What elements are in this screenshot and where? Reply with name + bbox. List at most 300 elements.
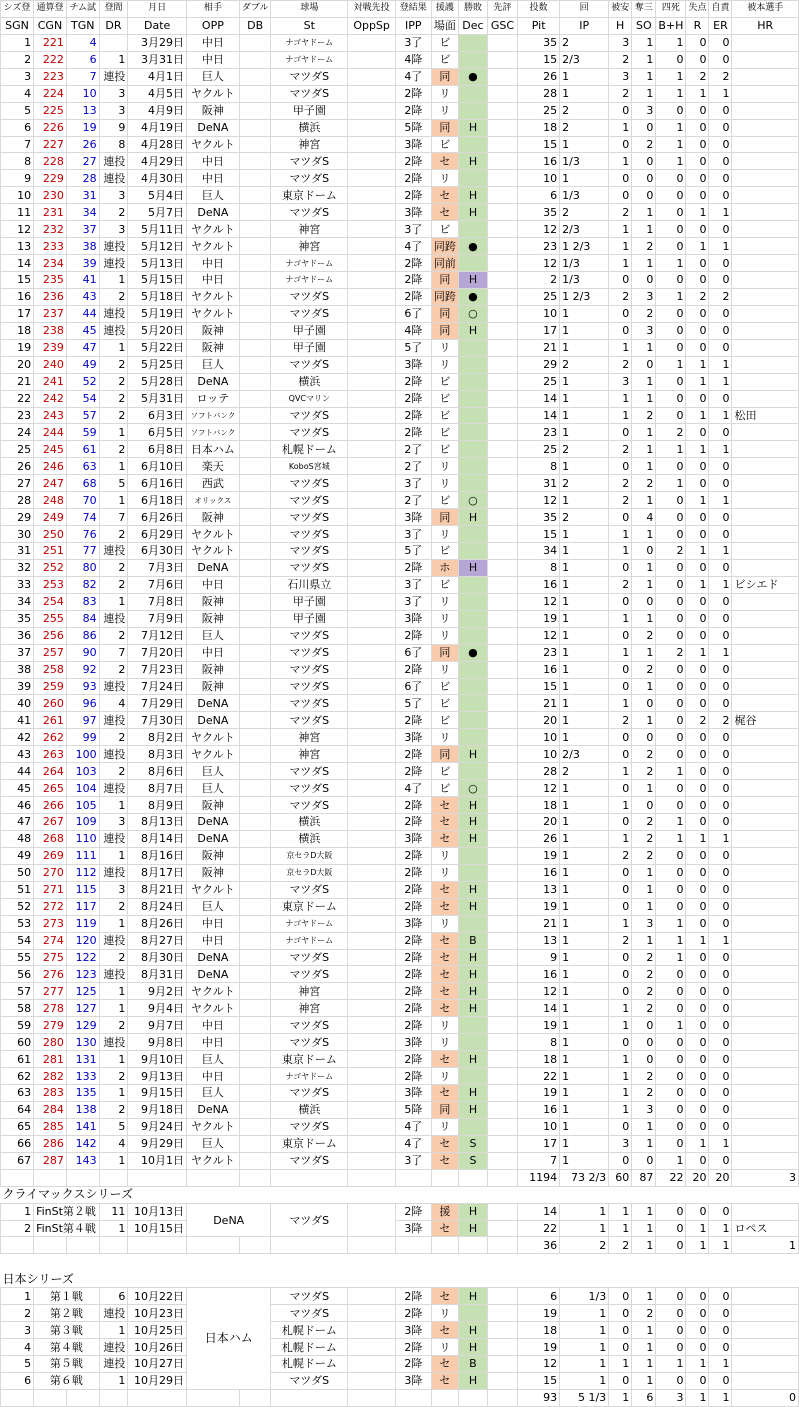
innings-cell: 1 [560, 830, 609, 847]
date-cell: 8月24日 [128, 898, 187, 915]
stadium-cell: マツダS [271, 407, 348, 424]
scene-cell: リ [431, 356, 459, 373]
opp-cell: ヤクルト [186, 1000, 239, 1017]
stadium-cell: 神宮 [271, 1000, 348, 1017]
runs-cell: 0 [686, 272, 709, 289]
scene-cell: 同 [431, 644, 459, 661]
pitches-cell: 21 [518, 695, 560, 712]
ipp-cell: 4了 [396, 238, 432, 255]
runs-cell: 0 [686, 305, 709, 322]
earned-runs-cell: 0 [709, 746, 732, 763]
season-cell: 67 [1, 1152, 34, 1169]
tgn-cell: 82 [66, 576, 99, 593]
stadium-cell: ナゴヤドーム [271, 272, 348, 289]
ipp-cell: 2了 [396, 492, 432, 509]
strikeouts-cell: 0 [632, 187, 656, 204]
cs-row [1, 1220, 799, 1237]
db-cell [239, 898, 271, 915]
walks-cell: 0 [656, 593, 686, 610]
strikeouts-cell: 2 [632, 763, 656, 780]
strikeouts-cell: 2 [632, 847, 656, 864]
js-pitches: 18 [518, 1322, 560, 1339]
walks-cell: 1 [656, 441, 686, 458]
table-row [1, 814, 799, 831]
decision-cell: ● [459, 68, 488, 85]
runs-cell: 0 [686, 746, 709, 763]
cgn-cell: 240 [34, 356, 67, 373]
hits-cell: 2 [609, 932, 632, 949]
hits-cell: 1 [609, 695, 632, 712]
walks-cell: 0 [656, 407, 686, 424]
db-cell [239, 322, 271, 339]
dr-cell: 2 [99, 729, 128, 746]
cell [348, 1356, 396, 1373]
walks-cell: 0 [656, 881, 686, 898]
cell [487, 1356, 517, 1373]
walks-cell: 1 [656, 830, 686, 847]
js-earned-runs: 0 [709, 1305, 732, 1322]
walks-cell: 0 [656, 1135, 686, 1152]
header-en-8: OppSp [348, 17, 396, 34]
stadium-cell: マツダS [271, 797, 348, 814]
cell [431, 1169, 459, 1186]
dr-cell: 連投 [99, 610, 128, 627]
cgn-cell: 260 [34, 695, 67, 712]
js-innings: 1 [560, 1356, 609, 1373]
cs-total-row [1, 1237, 799, 1254]
cgn-cell: 227 [34, 136, 67, 153]
cell [99, 1237, 128, 1254]
ipp-cell: 4了 [396, 780, 432, 797]
innings-cell: 2 [560, 356, 609, 373]
walks-cell: 0 [656, 170, 686, 187]
table-row [1, 898, 799, 915]
decision-cell [459, 407, 488, 424]
season-cell: 9 [1, 170, 34, 187]
js-innings: 1 [560, 1322, 609, 1339]
decision-cell: H [459, 204, 488, 221]
header-en-12: GSC [487, 17, 517, 34]
table-row [1, 1085, 799, 1102]
runs-cell: 0 [686, 475, 709, 492]
hr-batter-cell [732, 68, 799, 85]
innings-cell: 1/3 [560, 272, 609, 289]
oppsp-cell [348, 441, 396, 458]
ipp-cell: 3了 [396, 1152, 432, 1169]
hr-batter-cell [732, 204, 799, 221]
pitches-cell: 16 [518, 576, 560, 593]
header-jp-0: シズ登 [1, 1, 34, 18]
header-en-14: IP [560, 17, 609, 34]
db-cell [239, 238, 271, 255]
cs-ipp: 3降 [396, 1220, 432, 1237]
date-cell: 8月26日 [128, 915, 187, 932]
opp-cell: 阪神 [186, 322, 239, 339]
cell [128, 1237, 187, 1254]
scene-cell: セ [431, 1135, 459, 1152]
hits-cell: 2 [609, 576, 632, 593]
ipp-cell: 2了 [396, 441, 432, 458]
date-cell: 5月19日 [128, 305, 187, 322]
scene-cell: セ [431, 949, 459, 966]
scene-cell: ホ [431, 559, 459, 576]
opp-cell: 阪神 [186, 102, 239, 119]
walks-cell: 1 [656, 1017, 686, 1034]
stadium-cell: KoboS宮城 [271, 458, 348, 475]
tgn-cell: 138 [66, 1101, 99, 1118]
season-cell: 32 [1, 559, 34, 576]
dr-cell: 連投 [99, 1034, 128, 1051]
tgn-cell: 70 [66, 492, 99, 509]
walks-cell: 0 [656, 1101, 686, 1118]
js-scene: セ [431, 1356, 459, 1373]
opp-cell: 阪神 [186, 339, 239, 356]
pitches-cell: 15 [518, 51, 560, 68]
gsc-cell [487, 1017, 517, 1034]
opp-cell: ヤクルト [186, 238, 239, 255]
innings-cell: 1 [560, 932, 609, 949]
cs-total-1: 2 [560, 1237, 609, 1254]
cgn-cell: 282 [34, 1068, 67, 1085]
decision-cell [459, 458, 488, 475]
ipp-cell: 3了 [396, 576, 432, 593]
stadium-cell: マツダS [271, 356, 348, 373]
innings-cell: 1 2/3 [560, 288, 609, 305]
season-cell: 17 [1, 305, 34, 322]
table-row [1, 932, 799, 949]
hits-cell: 2 [609, 85, 632, 102]
stadium-cell: ナゴヤドーム [271, 915, 348, 932]
scene-cell: セ [431, 1085, 459, 1102]
table-row [1, 678, 799, 695]
season-cell: 48 [1, 830, 34, 847]
hr-batter-cell [732, 255, 799, 272]
js-game-num: 5 [1, 1356, 34, 1373]
table-row [1, 390, 799, 407]
opp-cell: DeNA [186, 119, 239, 136]
innings-cell: 1 [560, 1017, 609, 1034]
table-row [1, 881, 799, 898]
opp-cell: ヤクルト [186, 1118, 239, 1135]
ipp-cell: 2降 [396, 983, 432, 1000]
innings-cell: 2/3 [560, 746, 609, 763]
cgn-cell: 276 [34, 966, 67, 983]
hits-cell: 1 [609, 1017, 632, 1034]
table-row [1, 322, 799, 339]
cs-innings: 1 [560, 1220, 609, 1237]
hits-cell: 0 [609, 881, 632, 898]
cs-section-title [1, 1186, 799, 1203]
db-cell [239, 966, 271, 983]
earned-runs-cell: 0 [709, 1085, 732, 1102]
pitches-cell: 35 [518, 204, 560, 221]
dr-cell: 3 [99, 102, 128, 119]
oppsp-cell [348, 983, 396, 1000]
decision-cell [459, 339, 488, 356]
db-cell [239, 1000, 271, 1017]
season-cell: 39 [1, 678, 34, 695]
pitches-cell: 19 [518, 898, 560, 915]
header-en-13: Pit [518, 17, 560, 34]
db-cell [239, 441, 271, 458]
hits-cell: 0 [609, 1034, 632, 1051]
date-cell: 6月29日 [128, 526, 187, 543]
ipp-cell: 2降 [396, 288, 432, 305]
js-ipp: 2降 [396, 1305, 432, 1322]
innings-cell: 1 [560, 1101, 609, 1118]
opp-cell: ヤクルト [186, 305, 239, 322]
decision-cell [459, 847, 488, 864]
dr-cell: 2 [99, 390, 128, 407]
js-stadium: マツダS [271, 1288, 348, 1305]
scene-cell: セ [431, 898, 459, 915]
table-row [1, 746, 799, 763]
opp-cell: 楽天 [186, 458, 239, 475]
decision-cell [459, 695, 488, 712]
innings-cell: 1 [560, 1135, 609, 1152]
cell [348, 1305, 396, 1322]
tgn-cell: 34 [66, 204, 99, 221]
db-cell [239, 576, 271, 593]
tgn-cell: 77 [66, 543, 99, 560]
pitches-cell: 18 [518, 119, 560, 136]
innings-cell: 1 [560, 85, 609, 102]
date-cell: 6月30日 [128, 543, 187, 560]
db-cell [239, 85, 271, 102]
opp-cell: 巨人 [186, 898, 239, 915]
pitches-cell: 21 [518, 339, 560, 356]
table-row [1, 763, 799, 780]
tgn-cell: 111 [66, 847, 99, 864]
gsc-cell [487, 373, 517, 390]
hr-batter-cell [732, 102, 799, 119]
hits-cell: 2 [609, 288, 632, 305]
oppsp-cell [348, 288, 396, 305]
pitches-cell: 35 [518, 509, 560, 526]
season-cell: 4 [1, 85, 34, 102]
season-cell: 14 [1, 255, 34, 272]
season-cell: 40 [1, 695, 34, 712]
db-cell [239, 1034, 271, 1051]
header-en-10: 場面 [431, 17, 459, 34]
header-jp-9: 登結果 [396, 1, 432, 18]
earned-runs-cell: 0 [709, 627, 732, 644]
hits-cell: 1 [609, 407, 632, 424]
cell [396, 1237, 432, 1254]
cs-total-0: 36 [518, 1237, 560, 1254]
pitches-cell: 12 [518, 255, 560, 272]
season-cell: 43 [1, 746, 34, 763]
cgn-cell: 237 [34, 305, 67, 322]
cgn-cell: 254 [34, 593, 67, 610]
earned-runs-cell: 1 [709, 543, 732, 560]
db-cell [239, 780, 271, 797]
earned-runs-cell: 1 [709, 492, 732, 509]
hr-batter-cell: 梶谷 [732, 712, 799, 729]
cs-date: 10月15日 [128, 1220, 187, 1237]
walks-cell: 1 [656, 34, 686, 51]
earned-runs-cell: 0 [709, 272, 732, 289]
ipp-cell: 3降 [396, 729, 432, 746]
earned-runs-cell: 0 [709, 221, 732, 238]
cell [66, 1389, 99, 1406]
runs-cell: 0 [686, 1068, 709, 1085]
cell [186, 1389, 239, 1406]
runs-cell: 2 [686, 68, 709, 85]
pitches-cell: 17 [518, 322, 560, 339]
date-cell: 9月8日 [128, 1034, 187, 1051]
pitches-cell: 15 [518, 526, 560, 543]
gsc-cell [487, 1051, 517, 1068]
js-innings: 1 [560, 1305, 609, 1322]
cell [487, 1339, 517, 1356]
opp-cell: 巨人 [186, 627, 239, 644]
date-cell: 6月8日 [128, 441, 187, 458]
cs-ipp: 2降 [396, 1203, 432, 1220]
db-cell [239, 204, 271, 221]
table-row [1, 797, 799, 814]
season-cell: 25 [1, 441, 34, 458]
hits-cell: 0 [609, 864, 632, 881]
stadium-cell: 神宮 [271, 221, 348, 238]
cgn-cell: 245 [34, 441, 67, 458]
date-cell: 6月3日 [128, 407, 187, 424]
gsc-cell [487, 610, 517, 627]
strikeouts-cell: 2 [632, 830, 656, 847]
scene-cell: セ [431, 830, 459, 847]
season-cell: 15 [1, 272, 34, 289]
tgn-cell: 59 [66, 424, 99, 441]
date-cell: 9月7日 [128, 1017, 187, 1034]
pitches-cell: 14 [518, 407, 560, 424]
innings-cell: 1 [560, 864, 609, 881]
stadium-cell: 石川県立 [271, 576, 348, 593]
innings-cell: 1 [560, 1034, 609, 1051]
hits-cell: 0 [609, 627, 632, 644]
walks-cell: 1 [656, 932, 686, 949]
table-row [1, 119, 799, 136]
oppsp-cell [348, 255, 396, 272]
tgn-cell: 80 [66, 559, 99, 576]
cs-dr: 11 [99, 1203, 128, 1220]
cs-strikeouts: 1 [632, 1220, 656, 1237]
ipp-cell: 2降 [396, 1051, 432, 1068]
pitches-cell: 14 [518, 1000, 560, 1017]
ipp-cell: 2了 [396, 458, 432, 475]
walks-cell: 0 [656, 661, 686, 678]
db-cell [239, 34, 271, 51]
dr-cell: 1 [99, 1085, 128, 1102]
gsc-cell [487, 305, 517, 322]
strikeouts-cell: 1 [632, 424, 656, 441]
decision-cell: H [459, 322, 488, 339]
hr-batter-cell [732, 1017, 799, 1034]
oppsp-cell [348, 847, 396, 864]
opp-cell: 阪神 [186, 509, 239, 526]
runs-cell: 0 [686, 1085, 709, 1102]
dr-cell: 1 [99, 424, 128, 441]
cell [66, 1169, 99, 1186]
innings-cell: 1 [560, 68, 609, 85]
hr-batter-cell [732, 763, 799, 780]
cell [732, 1288, 799, 1305]
header-jp-1: 通算登 [34, 1, 67, 18]
scene-cell: リ [431, 729, 459, 746]
oppsp-cell [348, 34, 396, 51]
header-en-0: SGN [1, 17, 34, 34]
decision-cell [459, 593, 488, 610]
js-ipp: 2降 [396, 1356, 432, 1373]
hits-cell: 2 [609, 441, 632, 458]
oppsp-cell [348, 814, 396, 831]
date-cell: 8月17日 [128, 864, 187, 881]
cell [271, 1389, 348, 1406]
dr-cell: 3 [99, 814, 128, 831]
earned-runs-cell: 0 [709, 322, 732, 339]
tgn-cell: 61 [66, 441, 99, 458]
runs-cell: 0 [686, 610, 709, 627]
header-jp-15: 被安 [609, 1, 632, 18]
cgn-cell: 235 [34, 272, 67, 289]
js-strikeouts: 1 [632, 1372, 656, 1389]
header-jp-14: 回 [560, 1, 609, 18]
js-dr: 1 [99, 1322, 128, 1339]
scene-cell: セ [431, 797, 459, 814]
decision-cell: H [459, 272, 488, 289]
opp-cell: 阪神 [186, 610, 239, 627]
oppsp-cell [348, 678, 396, 695]
table-row [1, 153, 799, 170]
ipp-cell: 5了 [396, 339, 432, 356]
cgn-cell: 274 [34, 932, 67, 949]
season-cell: 41 [1, 712, 34, 729]
gsc-cell [487, 34, 517, 51]
scene-cell: セ [431, 932, 459, 949]
total-walks: 22 [656, 1169, 686, 1186]
hits-cell: 0 [609, 746, 632, 763]
oppsp-cell [348, 695, 396, 712]
tgn-cell: 83 [66, 593, 99, 610]
js-decision [459, 1305, 488, 1322]
hr-batter-cell [732, 136, 799, 153]
season-cell: 54 [1, 932, 34, 949]
opp-cell: 西武 [186, 475, 239, 492]
hr-batter-cell [732, 593, 799, 610]
earned-runs-cell: 0 [709, 390, 732, 407]
strikeouts-cell: 0 [632, 356, 656, 373]
cell [487, 1203, 517, 1220]
js-hits: 1 [609, 1356, 632, 1373]
stadium-cell: マツダS [271, 305, 348, 322]
table-row [1, 187, 799, 204]
runs-cell: 0 [686, 1000, 709, 1017]
table-row [1, 1034, 799, 1051]
table-row [1, 272, 799, 289]
scene-cell: セ [431, 881, 459, 898]
stadium-cell: マツダS [271, 1118, 348, 1135]
date-cell: 7月20日 [128, 644, 187, 661]
walks-cell: 1 [656, 153, 686, 170]
tgn-cell: 27 [66, 153, 99, 170]
walks-cell: 1 [656, 356, 686, 373]
header-en-19: ER [709, 17, 732, 34]
hits-cell: 1 [609, 1000, 632, 1017]
walks-cell: 2 [656, 424, 686, 441]
scene-cell: リ [431, 627, 459, 644]
strikeouts-cell: 2 [632, 966, 656, 983]
cell [1, 1169, 34, 1186]
ipp-cell: 3降 [396, 1034, 432, 1051]
